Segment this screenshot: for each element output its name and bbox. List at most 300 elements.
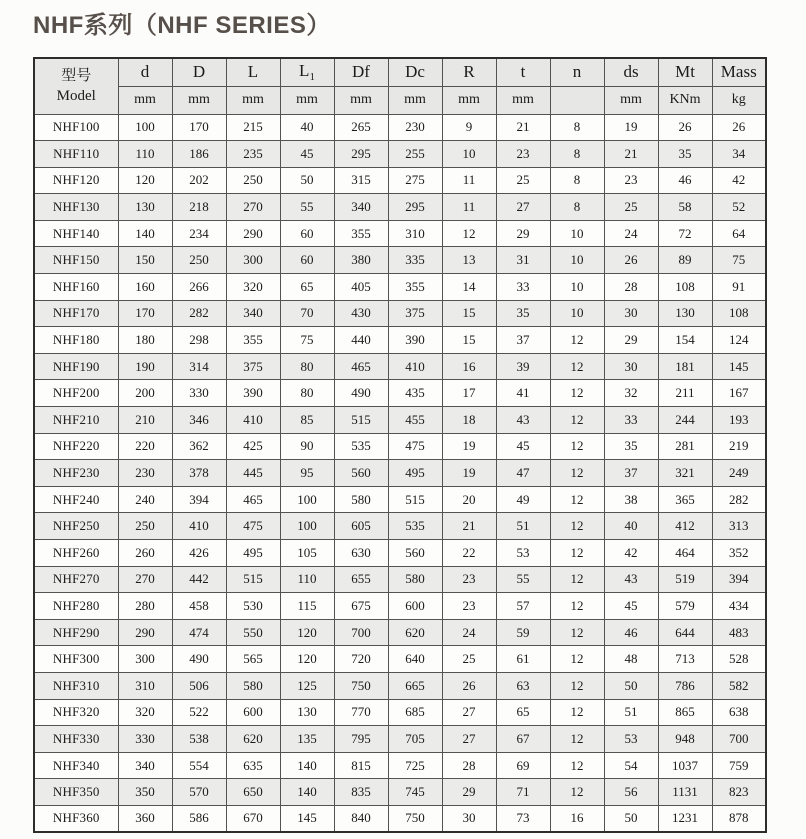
value-cell: 12 — [550, 646, 604, 673]
value-cell: 506 — [172, 672, 226, 699]
value-cell: 75 — [280, 327, 334, 354]
value-cell: 26 — [658, 114, 712, 141]
value-cell: 405 — [334, 274, 388, 301]
value-cell: 538 — [172, 726, 226, 753]
unit-header: kg — [712, 86, 766, 114]
value-cell: 28 — [604, 274, 658, 301]
unit-header: mm — [280, 86, 334, 114]
value-cell: 40 — [604, 513, 658, 540]
value-cell: 29 — [496, 220, 550, 247]
value-cell: 220 — [118, 433, 172, 460]
value-cell: 8 — [550, 141, 604, 168]
column-header — [442, 58, 496, 86]
value-cell: 815 — [334, 752, 388, 779]
value-cell: 255 — [388, 141, 442, 168]
table-row — [34, 274, 766, 301]
value-cell: 394 — [172, 486, 226, 513]
value-cell: 91 — [712, 274, 766, 301]
value-cell: 45 — [496, 433, 550, 460]
value-cell: 25 — [442, 646, 496, 673]
column-label: ds — [623, 62, 639, 82]
value-cell: 12 — [550, 327, 604, 354]
value-cell: 865 — [658, 699, 712, 726]
column-label: t — [520, 62, 526, 82]
header-label-row — [34, 58, 766, 86]
value-cell: 12 — [550, 380, 604, 407]
column-label: R — [463, 62, 475, 82]
value-cell: 25 — [604, 194, 658, 221]
value-cell: 355 — [388, 274, 442, 301]
value-cell: 300 — [118, 646, 172, 673]
value-cell: 340 — [334, 194, 388, 221]
value-cell: 80 — [280, 380, 334, 407]
value-cell: 12 — [550, 593, 604, 620]
column-label: L — [299, 61, 310, 81]
value-cell: 23 — [496, 141, 550, 168]
value-cell: 19 — [442, 433, 496, 460]
value-cell: 282 — [712, 486, 766, 513]
model-cell: NHF260 — [34, 540, 118, 567]
value-cell: 105 — [280, 540, 334, 567]
value-cell: 19 — [442, 460, 496, 487]
value-cell: 355 — [334, 220, 388, 247]
value-cell: 340 — [226, 300, 280, 327]
value-cell: 50 — [280, 167, 334, 194]
column-header — [226, 58, 280, 86]
value-cell: 235 — [226, 141, 280, 168]
value-cell: 378 — [172, 460, 226, 487]
value-cell: 840 — [334, 805, 388, 832]
value-cell: 265 — [334, 114, 388, 141]
value-cell: 11 — [442, 167, 496, 194]
value-cell: 250 — [172, 247, 226, 274]
value-cell: 440 — [334, 327, 388, 354]
column-label: L — [247, 62, 259, 82]
value-cell: 23 — [442, 566, 496, 593]
value-cell: 12 — [550, 460, 604, 487]
value-cell: 43 — [604, 566, 658, 593]
value-cell: 10 — [442, 141, 496, 168]
value-cell: 281 — [658, 433, 712, 460]
value-cell: 458 — [172, 593, 226, 620]
value-cell: 750 — [388, 805, 442, 832]
model-cell: NHF290 — [34, 619, 118, 646]
column-label: D — [192, 62, 206, 82]
value-cell: 100 — [280, 486, 334, 513]
value-cell: 745 — [388, 779, 442, 806]
model-cell: NHF340 — [34, 752, 118, 779]
value-cell: 108 — [658, 274, 712, 301]
unit-header: mm — [172, 86, 226, 114]
table-row — [34, 433, 766, 460]
value-cell: 26 — [712, 114, 766, 141]
table-row — [34, 486, 766, 513]
value-cell: 11 — [442, 194, 496, 221]
value-cell: 89 — [658, 247, 712, 274]
table-row — [34, 167, 766, 194]
table-row — [34, 593, 766, 620]
value-cell: 330 — [118, 726, 172, 753]
value-cell: 530 — [226, 593, 280, 620]
value-cell: 211 — [658, 380, 712, 407]
value-cell: 193 — [712, 407, 766, 434]
value-cell: 528 — [712, 646, 766, 673]
value-cell: 295 — [388, 194, 442, 221]
value-cell: 65 — [496, 699, 550, 726]
value-cell: 130 — [118, 194, 172, 221]
model-cell: NHF100 — [34, 114, 118, 141]
table-row — [34, 327, 766, 354]
value-cell: 878 — [712, 805, 766, 832]
value-cell: 475 — [226, 513, 280, 540]
value-cell: 12 — [550, 672, 604, 699]
value-cell: 759 — [712, 752, 766, 779]
table-row — [34, 726, 766, 753]
table-row — [34, 699, 766, 726]
value-cell: 124 — [712, 327, 766, 354]
value-cell: 110 — [280, 566, 334, 593]
value-cell: 215 — [226, 114, 280, 141]
model-header-line1: 型号 — [61, 68, 92, 84]
value-cell: 295 — [334, 141, 388, 168]
value-cell: 46 — [604, 619, 658, 646]
value-cell: 12 — [550, 540, 604, 567]
value-cell: 12 — [550, 513, 604, 540]
value-cell: 565 — [226, 646, 280, 673]
model-cell: NHF220 — [34, 433, 118, 460]
value-cell: 10 — [550, 274, 604, 301]
header-unit-row — [34, 86, 766, 114]
model-cell: NHF270 — [34, 566, 118, 593]
value-cell: 249 — [712, 460, 766, 487]
value-cell: 59 — [496, 619, 550, 646]
table-row — [34, 220, 766, 247]
value-cell: 12 — [550, 726, 604, 753]
value-cell: 675 — [334, 593, 388, 620]
model-cell: NHF330 — [34, 726, 118, 753]
table-row — [34, 779, 766, 806]
value-cell: 40 — [280, 114, 334, 141]
value-cell: 346 — [172, 407, 226, 434]
value-cell: 522 — [172, 699, 226, 726]
value-cell: 15 — [442, 300, 496, 327]
table-row — [34, 353, 766, 380]
value-cell: 167 — [712, 380, 766, 407]
value-cell: 12 — [550, 619, 604, 646]
value-cell: 12 — [442, 220, 496, 247]
value-cell: 230 — [388, 114, 442, 141]
column-label: Mt — [675, 62, 695, 82]
table-row — [34, 407, 766, 434]
value-cell: 410 — [226, 407, 280, 434]
value-cell: 186 — [172, 141, 226, 168]
value-cell: 350 — [118, 779, 172, 806]
value-cell: 12 — [550, 699, 604, 726]
value-cell: 27 — [442, 726, 496, 753]
value-cell: 125 — [280, 672, 334, 699]
value-cell: 315 — [334, 167, 388, 194]
value-cell: 330 — [172, 380, 226, 407]
value-cell: 600 — [388, 593, 442, 620]
value-cell: 644 — [658, 619, 712, 646]
value-cell: 9 — [442, 114, 496, 141]
value-cell: 8 — [550, 114, 604, 141]
table-row — [34, 672, 766, 699]
model-cell: NHF300 — [34, 646, 118, 673]
value-cell: 47 — [496, 460, 550, 487]
value-cell: 58 — [658, 194, 712, 221]
value-cell: 442 — [172, 566, 226, 593]
value-cell: 495 — [388, 460, 442, 487]
value-cell: 1037 — [658, 752, 712, 779]
value-cell: 60 — [280, 220, 334, 247]
value-cell: 948 — [658, 726, 712, 753]
value-cell: 219 — [712, 433, 766, 460]
model-cell: NHF310 — [34, 672, 118, 699]
value-cell: 20 — [442, 486, 496, 513]
value-cell: 39 — [496, 353, 550, 380]
value-cell: 234 — [172, 220, 226, 247]
value-cell: 53 — [496, 540, 550, 567]
value-cell: 630 — [334, 540, 388, 567]
value-cell: 464 — [658, 540, 712, 567]
value-cell: 620 — [388, 619, 442, 646]
value-cell: 390 — [388, 327, 442, 354]
value-cell: 30 — [604, 300, 658, 327]
table-row — [34, 141, 766, 168]
table-row — [34, 619, 766, 646]
value-cell: 65 — [280, 274, 334, 301]
value-cell: 685 — [388, 699, 442, 726]
value-cell: 290 — [226, 220, 280, 247]
unit-header: mm — [388, 86, 442, 114]
value-cell: 335 — [388, 247, 442, 274]
value-cell: 30 — [604, 353, 658, 380]
model-cell: NHF110 — [34, 141, 118, 168]
value-cell: 12 — [550, 433, 604, 460]
value-cell: 108 — [712, 300, 766, 327]
value-cell: 560 — [388, 540, 442, 567]
value-cell: 10 — [550, 247, 604, 274]
value-cell: 130 — [658, 300, 712, 327]
value-cell: 48 — [604, 646, 658, 673]
value-cell: 410 — [172, 513, 226, 540]
value-cell: 17 — [442, 380, 496, 407]
model-cell: NHF170 — [34, 300, 118, 327]
value-cell: 635 — [226, 752, 280, 779]
value-cell: 110 — [118, 141, 172, 168]
value-cell: 586 — [172, 805, 226, 832]
value-cell: 795 — [334, 726, 388, 753]
value-cell: 190 — [118, 353, 172, 380]
value-cell: 620 — [226, 726, 280, 753]
value-cell: 750 — [334, 672, 388, 699]
value-cell: 282 — [172, 300, 226, 327]
value-cell: 465 — [226, 486, 280, 513]
value-cell: 90 — [280, 433, 334, 460]
value-cell: 375 — [388, 300, 442, 327]
value-cell: 320 — [118, 699, 172, 726]
unit-header: mm — [334, 86, 388, 114]
value-cell: 70 — [280, 300, 334, 327]
column-header — [388, 58, 442, 86]
value-cell: 50 — [604, 805, 658, 832]
model-cell: NHF160 — [34, 274, 118, 301]
value-cell: 495 — [226, 540, 280, 567]
table-row — [34, 380, 766, 407]
value-cell: 12 — [550, 566, 604, 593]
value-cell: 100 — [118, 114, 172, 141]
value-cell: 154 — [658, 327, 712, 354]
value-cell: 69 — [496, 752, 550, 779]
value-cell: 580 — [226, 672, 280, 699]
value-cell: 550 — [226, 619, 280, 646]
value-cell: 28 — [442, 752, 496, 779]
value-cell: 412 — [658, 513, 712, 540]
value-cell: 23 — [442, 593, 496, 620]
value-cell: 823 — [712, 779, 766, 806]
value-cell: 10 — [550, 220, 604, 247]
value-cell: 535 — [388, 513, 442, 540]
value-cell: 435 — [388, 380, 442, 407]
value-cell: 16 — [550, 805, 604, 832]
model-cell: NHF150 — [34, 247, 118, 274]
value-cell: 310 — [388, 220, 442, 247]
value-cell: 700 — [712, 726, 766, 753]
value-cell: 45 — [280, 141, 334, 168]
table-row — [34, 194, 766, 221]
value-cell: 720 — [334, 646, 388, 673]
value-cell: 55 — [496, 566, 550, 593]
table-row — [34, 300, 766, 327]
value-cell: 360 — [118, 805, 172, 832]
value-cell: 56 — [604, 779, 658, 806]
value-cell: 35 — [658, 141, 712, 168]
value-cell: 465 — [334, 353, 388, 380]
value-cell: 582 — [712, 672, 766, 699]
value-cell: 115 — [280, 593, 334, 620]
value-cell: 320 — [226, 274, 280, 301]
value-cell: 170 — [172, 114, 226, 141]
value-cell: 42 — [712, 167, 766, 194]
value-cell: 53 — [604, 726, 658, 753]
column-header — [658, 58, 712, 86]
value-cell: 570 — [172, 779, 226, 806]
value-cell: 43 — [496, 407, 550, 434]
table-row — [34, 646, 766, 673]
value-cell: 270 — [226, 194, 280, 221]
value-cell: 80 — [280, 353, 334, 380]
model-cell: NHF140 — [34, 220, 118, 247]
value-cell: 474 — [172, 619, 226, 646]
value-cell: 310 — [118, 672, 172, 699]
value-cell: 515 — [226, 566, 280, 593]
value-cell: 244 — [658, 407, 712, 434]
value-cell: 15 — [442, 327, 496, 354]
value-cell: 298 — [172, 327, 226, 354]
table-row — [34, 540, 766, 567]
column-label: d — [140, 62, 150, 82]
value-cell: 18 — [442, 407, 496, 434]
value-cell: 29 — [442, 779, 496, 806]
value-cell: 55 — [280, 194, 334, 221]
value-cell: 71 — [496, 779, 550, 806]
value-cell: 490 — [172, 646, 226, 673]
nhf-series-table — [33, 57, 767, 833]
column-header — [712, 58, 766, 86]
value-cell: 19 — [604, 114, 658, 141]
value-cell: 579 — [658, 593, 712, 620]
value-cell: 380 — [334, 247, 388, 274]
value-cell: 30 — [442, 805, 496, 832]
unit-header: mm — [226, 86, 280, 114]
value-cell: 515 — [388, 486, 442, 513]
value-cell: 13 — [442, 247, 496, 274]
value-cell: 85 — [280, 407, 334, 434]
table-body — [34, 114, 766, 832]
value-cell: 37 — [496, 327, 550, 354]
value-cell: 218 — [172, 194, 226, 221]
value-cell: 426 — [172, 540, 226, 567]
value-cell: 455 — [388, 407, 442, 434]
value-cell: 786 — [658, 672, 712, 699]
value-cell: 24 — [442, 619, 496, 646]
value-cell: 21 — [496, 114, 550, 141]
value-cell: 290 — [118, 619, 172, 646]
column-header — [172, 58, 226, 86]
value-cell: 313 — [712, 513, 766, 540]
value-cell: 140 — [280, 779, 334, 806]
value-cell: 26 — [604, 247, 658, 274]
unit-header: mm — [442, 86, 496, 114]
value-cell: 605 — [334, 513, 388, 540]
value-cell: 46 — [658, 167, 712, 194]
value-cell: 16 — [442, 353, 496, 380]
value-cell: 490 — [334, 380, 388, 407]
value-cell: 580 — [334, 486, 388, 513]
column-label: Df — [352, 62, 370, 82]
value-cell: 120 — [118, 167, 172, 194]
value-cell: 475 — [388, 433, 442, 460]
value-cell: 1131 — [658, 779, 712, 806]
value-cell: 240 — [118, 486, 172, 513]
value-cell: 725 — [388, 752, 442, 779]
model-cell: NHF190 — [34, 353, 118, 380]
value-cell: 26 — [442, 672, 496, 699]
value-cell: 51 — [496, 513, 550, 540]
value-cell: 35 — [496, 300, 550, 327]
value-cell: 314 — [172, 353, 226, 380]
value-cell: 33 — [496, 274, 550, 301]
value-cell: 170 — [118, 300, 172, 327]
value-cell: 410 — [388, 353, 442, 380]
value-cell: 483 — [712, 619, 766, 646]
value-cell: 21 — [442, 513, 496, 540]
value-cell: 54 — [604, 752, 658, 779]
value-cell: 300 — [226, 247, 280, 274]
model-cell: NHF200 — [34, 380, 118, 407]
value-cell: 72 — [658, 220, 712, 247]
column-label: Mass — [720, 62, 757, 82]
model-header-line2: Model — [56, 88, 96, 105]
value-cell: 160 — [118, 274, 172, 301]
value-cell: 120 — [280, 646, 334, 673]
value-cell: 1231 — [658, 805, 712, 832]
value-cell: 61 — [496, 646, 550, 673]
value-cell: 14 — [442, 274, 496, 301]
value-cell: 700 — [334, 619, 388, 646]
value-cell: 150 — [118, 247, 172, 274]
